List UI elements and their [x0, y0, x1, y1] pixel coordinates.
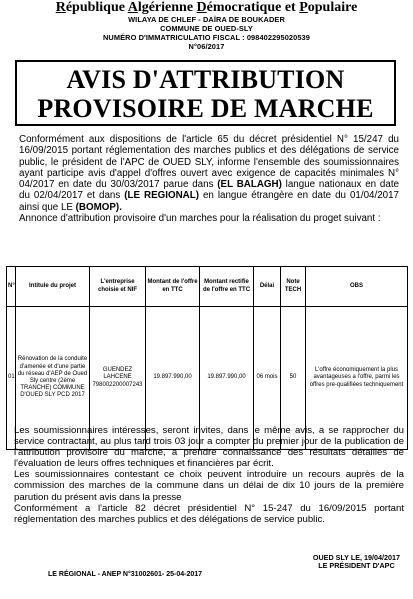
- closing-paragraphs: [14, 425, 404, 525]
- intro-paragraph: [19, 134, 399, 224]
- header-project: Intitule du projet: [16, 267, 90, 307]
- header-company: L'entreprise choisie et NIF: [90, 267, 146, 307]
- header-delay: Délai: [254, 267, 281, 307]
- header-score: Note TECH: [281, 267, 306, 307]
- newspaper-le-regional: (LE REGIONAL): [124, 190, 199, 202]
- wilaya-line: WILAYA DE CHLEF - DAÏRA DE BOUKADER: [128, 15, 285, 24]
- notice-number: N°06/2017: [188, 42, 225, 51]
- cell-delay: 06 mois: [254, 307, 281, 450]
- header-amount: Montant de l'offre en TTC: [146, 267, 200, 307]
- closing-paragraph-1: Les soumissionnaires intéresses, seront invites, dans le même avis, a se rapprocher du service contractant, au plus tard trois 03 jour a compter du premier jour de la publication de l'attribution provisoire du marche, a prendre connaissance des résultats détailles de l'évaluation de leurs offres techniques et financières par écrit.: [14, 425, 404, 470]
- signature-block: [313, 554, 400, 570]
- cell-project: Rénovation de la conduite d'amenée et d'une partie du réseau d'AEP de Oued Sly centre (2ème TRANCHE) COMMUNE D'OUED SLY PCD 2017: [16, 307, 90, 450]
- header-number: N°: [7, 267, 16, 307]
- cell-observations: L'offre économiquement la plus avantageuses a l'offre, parmi les offres pre-qualifiées techniquement: [306, 307, 408, 450]
- republic-word: émocratique et: [206, 0, 300, 15]
- administrative-header: [0, 15, 413, 51]
- republic-initial: D: [196, 0, 207, 15]
- republic-title: [0, 0, 413, 16]
- newspaper-bomop: (BOMOP).: [75, 201, 122, 213]
- header-observations: OBS: [306, 267, 408, 307]
- signature-date: OUED SLY LE, 19/04/2017: [312, 553, 400, 562]
- cell-amount-rectified: 19.897.990,00: [200, 307, 254, 450]
- intro-text: langue nationaux en date du 02/04/2017 et dans: [19, 179, 399, 202]
- announcement-line: Annonce d'attribution provisoire d'un marches pour la réalisation du proget suivant :: [19, 213, 381, 225]
- commune-line: COMMUNE DE OUED-SLY: [160, 24, 253, 33]
- intro-text: Conformément aux dispositions de l'article 65 du décret présidentiel N° 15/247 du 16/09/2015 portant réglementation des marches publics et des délégations de service public, le président de l'APC de OUED SLY, informe l'ensemble des soumissionnaires ayant participe avis d'appel d'offres ouvert avec exigence de capacités minimales N° 04/2017 en date du 30/03/2017 parue dans: [19, 134, 399, 191]
- republic-word: opulaire: [307, 0, 358, 15]
- attribution-table: [6, 266, 408, 450]
- closing-paragraph-2: Les soumissionnaires contestant ce choix peuvent introduire un recours auprès de la commission des marches de la commune dans un délai de dix 10 jours de la première parution du présent avis dans la presse: [14, 469, 404, 503]
- cell-number: 01: [7, 307, 16, 450]
- cell-amount: 19.897.990,00: [146, 307, 200, 450]
- table-header-row: [7, 267, 408, 307]
- publication-footer: LE RÉGIONAL - ANEP N°31002601- 25-04-2017: [48, 571, 203, 578]
- cell-score: 50: [281, 307, 306, 450]
- republic-initial: A: [127, 0, 138, 15]
- intro-text: en langue étrangère en date du 01/04/2017 ainsi que LE: [19, 190, 399, 213]
- republic-word: épublique: [65, 0, 128, 15]
- fiscal-number-line: NUMÉRO D'IMMATRICULATIO FISCAL : 098402295020539: [103, 33, 310, 42]
- title-line-2: PROVISOIRE DE MARCHE: [37, 94, 374, 123]
- signatory-title: LE PRÉSIDENT D'APC: [318, 561, 395, 570]
- title-line-1: AVIS D'ATTRIBUTION: [66, 65, 345, 94]
- republic-word: lgérienne: [137, 0, 197, 15]
- republic-initial: P: [299, 0, 308, 15]
- cell-company: GUENDEZ LAHCENE 798002200007243: [90, 307, 146, 450]
- header-amount-rectified: Montant rectifie de l'offre en TTC: [200, 267, 254, 307]
- notice-title-box: [15, 60, 396, 126]
- closing-paragraph-3: Conformément a l'article 82 décret présidentiel N° 15-247 du 16/09/2015 portant réglementation des marches publics et des délégations de service public.: [14, 502, 404, 525]
- newspaper-el-balagh: (EL BALAGH): [217, 179, 282, 191]
- republic-initial: R: [55, 0, 66, 15]
